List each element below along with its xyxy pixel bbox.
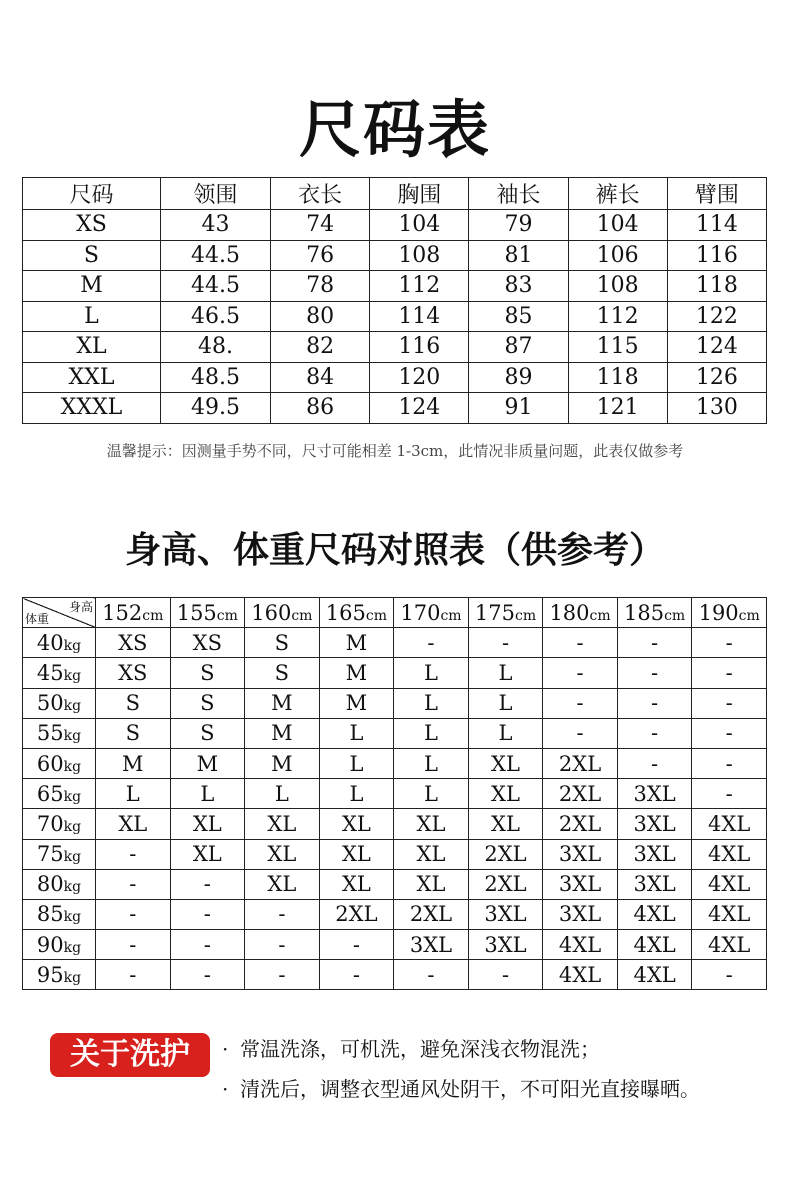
weight-cell bbox=[23, 809, 96, 839]
recommended-size-cell: L bbox=[319, 779, 394, 809]
weight-row bbox=[23, 869, 767, 899]
weight-value: 45 bbox=[36, 660, 64, 685]
height-header-cell bbox=[692, 598, 767, 628]
recommended-size-cell: S bbox=[170, 718, 245, 748]
weight-row bbox=[23, 899, 767, 929]
weight-cell bbox=[23, 688, 96, 718]
weight-value: 40 bbox=[36, 630, 64, 655]
size-value-cell: 81 bbox=[469, 240, 568, 271]
size-header-cell: 领围 bbox=[160, 178, 270, 210]
weight-value: 60 bbox=[36, 751, 64, 776]
size-label-cell: S bbox=[23, 240, 161, 271]
recommended-size-cell: XL bbox=[394, 809, 469, 839]
recommended-size-cell: XL bbox=[394, 869, 469, 899]
recommended-size-cell: 3XL bbox=[617, 779, 692, 809]
height-header-cell bbox=[319, 598, 394, 628]
weight-unit: kg bbox=[63, 849, 82, 866]
height-header-cell bbox=[468, 598, 543, 628]
weight-cell bbox=[23, 748, 96, 778]
recommended-size-cell: L bbox=[468, 688, 543, 718]
weight-cell bbox=[23, 960, 96, 990]
height-weight-chart-title: 身高、体重尺码对照表（供参考） bbox=[124, 529, 665, 571]
size-header-cell: 尺码 bbox=[23, 178, 161, 210]
size-value-cell: 108 bbox=[370, 240, 469, 271]
height-header-cell bbox=[543, 598, 618, 628]
size-chart-title: 尺码表 bbox=[298, 93, 491, 166]
height-unit: cm bbox=[440, 607, 462, 624]
recommended-size-cell: L bbox=[394, 718, 469, 748]
recommended-size-cell: - bbox=[245, 899, 320, 929]
bullet-dot: · bbox=[222, 1077, 229, 1101]
size-value-cell: 112 bbox=[370, 271, 469, 302]
recommended-size-cell: 3XL bbox=[617, 869, 692, 899]
weight-unit: kg bbox=[63, 818, 82, 835]
recommended-size-cell: L bbox=[394, 688, 469, 718]
care-line-text: 常温洗涤，可机洗，避免深浅衣物混洗； bbox=[240, 1037, 600, 1061]
recommended-size-cell: M bbox=[170, 748, 245, 778]
weight-unit: kg bbox=[63, 728, 82, 745]
size-value-cell: 48. bbox=[160, 332, 270, 363]
height-unit: cm bbox=[738, 607, 760, 624]
weight-unit: kg bbox=[63, 637, 82, 654]
size-header-cell: 胸围 bbox=[370, 178, 469, 210]
size-value-cell: 74 bbox=[271, 210, 370, 241]
recommended-size-cell: - bbox=[543, 718, 618, 748]
recommended-size-cell: - bbox=[543, 658, 618, 688]
height-weight-table bbox=[22, 597, 767, 990]
weight-value: 80 bbox=[36, 872, 64, 897]
recommended-size-cell: 4XL bbox=[692, 869, 767, 899]
weight-cell bbox=[23, 839, 96, 869]
height-header-cell bbox=[96, 598, 171, 628]
size-value-cell: 124 bbox=[370, 393, 469, 424]
size-value-cell: 126 bbox=[667, 362, 766, 393]
height-unit: cm bbox=[216, 607, 238, 624]
recommended-size-cell: - bbox=[96, 899, 171, 929]
recommended-size-cell: 3XL bbox=[617, 839, 692, 869]
size-value-cell: 104 bbox=[568, 210, 667, 241]
recommended-size-cell: - bbox=[170, 869, 245, 899]
size-value-cell: 76 bbox=[271, 240, 370, 271]
recommended-size-cell: - bbox=[468, 960, 543, 990]
recommended-size-cell: L bbox=[319, 748, 394, 778]
recommended-size-cell: M bbox=[319, 628, 394, 658]
weight-row bbox=[23, 809, 767, 839]
size-value-cell: 122 bbox=[667, 301, 766, 332]
recommended-size-cell: - bbox=[617, 718, 692, 748]
recommended-size-cell: M bbox=[319, 688, 394, 718]
recommended-size-cell: L bbox=[468, 718, 543, 748]
recommended-size-cell: L bbox=[394, 748, 469, 778]
recommended-size-cell: M bbox=[96, 748, 171, 778]
bullet-dot: · bbox=[222, 1037, 229, 1061]
recommended-size-cell: S bbox=[170, 658, 245, 688]
size-label-cell: XXXL bbox=[23, 393, 161, 424]
height-header-row bbox=[23, 598, 767, 628]
recommended-size-cell: 2XL bbox=[468, 839, 543, 869]
recommended-size-cell: - bbox=[617, 688, 692, 718]
size-note: 温馨提示：因测量手势不同，尺寸可能相差 1-3cm，此情况非质量问题，此表仅做参考 bbox=[106, 442, 684, 460]
recommended-size-cell: 4XL bbox=[692, 930, 767, 960]
weight-row bbox=[23, 960, 767, 990]
size-value-cell: 114 bbox=[667, 210, 766, 241]
recommended-size-cell: - bbox=[245, 960, 320, 990]
height-unit: cm bbox=[365, 607, 388, 624]
weight-value: 95 bbox=[36, 962, 64, 987]
recommended-size-cell: L bbox=[245, 779, 320, 809]
size-value-cell: 44.5 bbox=[160, 271, 270, 302]
weight-row bbox=[23, 748, 767, 778]
recommended-size-cell: 2XL bbox=[468, 869, 543, 899]
recommended-size-cell: 3XL bbox=[543, 899, 618, 929]
recommended-size-cell: 3XL bbox=[468, 899, 543, 929]
size-value-cell: 115 bbox=[568, 332, 667, 363]
recommended-size-cell: XL bbox=[468, 748, 543, 778]
weight-unit: kg bbox=[63, 969, 82, 986]
weight-unit: kg bbox=[63, 758, 82, 775]
recommended-size-cell: L bbox=[319, 718, 394, 748]
recommended-size-cell: 2XL bbox=[543, 809, 618, 839]
size-label-cell: XXL bbox=[23, 362, 161, 393]
recommended-size-cell: XS bbox=[96, 658, 171, 688]
recommended-size-cell: XS bbox=[96, 628, 171, 658]
recommended-size-cell: 4XL bbox=[692, 899, 767, 929]
recommended-size-cell: 2XL bbox=[394, 899, 469, 929]
size-value-cell: 121 bbox=[568, 393, 667, 424]
weight-value: 70 bbox=[36, 811, 64, 836]
recommended-size-cell: - bbox=[692, 960, 767, 990]
recommended-size-cell: - bbox=[543, 688, 618, 718]
size-value-cell: 83 bbox=[469, 271, 568, 302]
height-value: 185 bbox=[623, 600, 665, 625]
recommended-size-cell: - bbox=[170, 960, 245, 990]
recommended-size-cell: M bbox=[319, 658, 394, 688]
weight-unit: kg bbox=[63, 909, 82, 926]
size-chart-header-row bbox=[23, 178, 767, 210]
recommended-size-cell: - bbox=[468, 628, 543, 658]
recommended-size-cell: 2XL bbox=[543, 748, 618, 778]
recommended-size-cell: - bbox=[692, 628, 767, 658]
weight-value: 75 bbox=[36, 842, 64, 867]
recommended-size-cell: - bbox=[692, 779, 767, 809]
recommended-size-cell: S bbox=[245, 658, 320, 688]
weight-cell bbox=[23, 930, 96, 960]
weight-row bbox=[23, 658, 767, 688]
corner-cell bbox=[23, 598, 96, 628]
size-row bbox=[23, 210, 767, 241]
recommended-size-cell: - bbox=[394, 628, 469, 658]
recommended-size-cell: 4XL bbox=[692, 809, 767, 839]
size-value-cell: 79 bbox=[469, 210, 568, 241]
recommended-size-cell: XL bbox=[468, 779, 543, 809]
weight-unit: kg bbox=[63, 698, 82, 715]
size-value-cell: 104 bbox=[370, 210, 469, 241]
recommended-size-cell: - bbox=[96, 960, 171, 990]
size-value-cell: 118 bbox=[667, 271, 766, 302]
size-value-cell: 86 bbox=[271, 393, 370, 424]
height-value: 160 bbox=[251, 600, 292, 625]
weight-row bbox=[23, 688, 767, 718]
recommended-size-cell: 4XL bbox=[617, 899, 692, 929]
recommended-size-cell: - bbox=[617, 628, 692, 658]
care-line-1 bbox=[222, 1033, 600, 1062]
weight-unit: kg bbox=[63, 879, 82, 896]
recommended-size-cell: 3XL bbox=[543, 869, 618, 899]
height-header-cell bbox=[245, 598, 320, 628]
recommended-size-cell: 3XL bbox=[617, 809, 692, 839]
weight-unit: kg bbox=[63, 939, 82, 956]
recommended-size-cell: L bbox=[468, 658, 543, 688]
height-header-cell bbox=[617, 598, 692, 628]
size-row bbox=[23, 362, 767, 393]
size-label-cell: M bbox=[23, 271, 161, 302]
recommended-size-cell: XL bbox=[245, 809, 320, 839]
size-chart-table bbox=[22, 177, 767, 424]
recommended-size-cell: - bbox=[96, 839, 171, 869]
recommended-size-cell: M bbox=[245, 748, 320, 778]
recommended-size-cell: M bbox=[245, 718, 320, 748]
weight-cell bbox=[23, 869, 96, 899]
recommended-size-cell: - bbox=[96, 930, 171, 960]
weight-cell bbox=[23, 899, 96, 929]
size-value-cell: 118 bbox=[568, 362, 667, 393]
size-row bbox=[23, 301, 767, 332]
recommended-size-cell: 3XL bbox=[394, 930, 469, 960]
height-value: 152 bbox=[102, 600, 143, 625]
height-unit: cm bbox=[589, 607, 611, 624]
recommended-size-cell: XL bbox=[96, 809, 171, 839]
recommended-size-cell: L bbox=[96, 779, 171, 809]
recommended-size-cell: XL bbox=[170, 809, 245, 839]
weight-value: 85 bbox=[36, 902, 64, 927]
weight-row bbox=[23, 930, 767, 960]
size-value-cell: 85 bbox=[469, 301, 568, 332]
recommended-size-cell: - bbox=[692, 658, 767, 688]
height-unit: cm bbox=[514, 607, 537, 624]
size-value-cell: 80 bbox=[271, 301, 370, 332]
size-row bbox=[23, 240, 767, 271]
size-label-cell: XS bbox=[23, 210, 161, 241]
recommended-size-cell: 4XL bbox=[692, 839, 767, 869]
care-line-2 bbox=[222, 1073, 700, 1102]
height-unit: cm bbox=[664, 607, 686, 624]
size-value-cell: 116 bbox=[370, 332, 469, 363]
recommended-size-cell: S bbox=[245, 628, 320, 658]
size-row bbox=[23, 393, 767, 424]
size-row bbox=[23, 271, 767, 302]
recommended-size-cell: 4XL bbox=[617, 930, 692, 960]
recommended-size-cell: 3XL bbox=[468, 930, 543, 960]
recommended-size-cell: - bbox=[319, 960, 394, 990]
recommended-size-cell: XL bbox=[245, 839, 320, 869]
recommended-size-cell: - bbox=[96, 869, 171, 899]
size-value-cell: 116 bbox=[667, 240, 766, 271]
recommended-size-cell: XL bbox=[394, 839, 469, 869]
weight-value: 90 bbox=[36, 932, 64, 957]
corner-height-label: 身高 bbox=[68, 600, 93, 614]
height-value: 190 bbox=[698, 600, 739, 625]
recommended-size-cell: - bbox=[319, 930, 394, 960]
recommended-size-cell: XS bbox=[170, 628, 245, 658]
size-value-cell: 78 bbox=[271, 271, 370, 302]
recommended-size-cell: - bbox=[170, 899, 245, 929]
size-value-cell: 130 bbox=[667, 393, 766, 424]
weight-row bbox=[23, 718, 767, 748]
recommended-size-cell: - bbox=[543, 628, 618, 658]
weight-cell bbox=[23, 658, 96, 688]
height-header-cell bbox=[170, 598, 245, 628]
weight-unit: kg bbox=[63, 667, 82, 684]
recommended-size-cell: XL bbox=[468, 809, 543, 839]
weight-value: 50 bbox=[36, 691, 64, 716]
weight-cell bbox=[23, 718, 96, 748]
size-value-cell: 89 bbox=[469, 362, 568, 393]
height-value: 180 bbox=[549, 600, 590, 625]
size-row bbox=[23, 332, 767, 363]
care-line-text: 清洗后，调整衣型通风处阴干，不可阳光直接曝晒。 bbox=[240, 1077, 700, 1101]
weight-value: 55 bbox=[36, 721, 64, 746]
weight-cell bbox=[23, 628, 96, 658]
height-unit: cm bbox=[142, 607, 164, 624]
recommended-size-cell: XL bbox=[319, 809, 394, 839]
recommended-size-cell: 3XL bbox=[543, 839, 618, 869]
care-badge: 关于洗护 bbox=[50, 1033, 210, 1077]
size-header-cell: 衣长 bbox=[271, 178, 370, 210]
size-value-cell: 46.5 bbox=[160, 301, 270, 332]
recommended-size-cell: S bbox=[96, 688, 171, 718]
recommended-size-cell: 4XL bbox=[543, 930, 618, 960]
corner-weight-label: 体重 bbox=[25, 612, 50, 627]
height-value: 165 bbox=[325, 600, 366, 625]
size-value-cell: 112 bbox=[568, 301, 667, 332]
recommended-size-cell: - bbox=[617, 658, 692, 688]
weight-unit: kg bbox=[63, 788, 82, 805]
weight-cell bbox=[23, 779, 96, 809]
recommended-size-cell: M bbox=[245, 688, 320, 718]
size-value-cell: 44.5 bbox=[160, 240, 270, 271]
recommended-size-cell: XL bbox=[170, 839, 245, 869]
size-value-cell: 106 bbox=[568, 240, 667, 271]
weight-row bbox=[23, 839, 767, 869]
recommended-size-cell: S bbox=[170, 688, 245, 718]
recommended-size-cell: - bbox=[245, 930, 320, 960]
size-header-cell: 裤长 bbox=[568, 178, 667, 210]
recommended-size-cell: S bbox=[96, 718, 171, 748]
size-value-cell: 91 bbox=[469, 393, 568, 424]
weight-value: 65 bbox=[36, 781, 64, 806]
height-unit: cm bbox=[291, 607, 313, 624]
size-value-cell: 120 bbox=[370, 362, 469, 393]
size-value-cell: 82 bbox=[271, 332, 370, 363]
recommended-size-cell: - bbox=[692, 688, 767, 718]
recommended-size-cell: - bbox=[692, 748, 767, 778]
recommended-size-cell: L bbox=[394, 658, 469, 688]
weight-row bbox=[23, 628, 767, 658]
recommended-size-cell: L bbox=[170, 779, 245, 809]
recommended-size-cell: XL bbox=[245, 869, 320, 899]
size-value-cell: 43 bbox=[160, 210, 270, 241]
recommended-size-cell: - bbox=[394, 960, 469, 990]
recommended-size-cell: 2XL bbox=[543, 779, 618, 809]
size-value-cell: 124 bbox=[667, 332, 766, 363]
recommended-size-cell: 2XL bbox=[319, 899, 394, 929]
height-value: 175 bbox=[474, 600, 515, 625]
size-value-cell: 114 bbox=[370, 301, 469, 332]
size-label-cell: L bbox=[23, 301, 161, 332]
height-header-cell bbox=[394, 598, 469, 628]
size-header-cell: 袖长 bbox=[469, 178, 568, 210]
recommended-size-cell: XL bbox=[319, 839, 394, 869]
size-value-cell: 49.5 bbox=[160, 393, 270, 424]
size-header-cell: 臂围 bbox=[667, 178, 766, 210]
weight-row bbox=[23, 779, 767, 809]
recommended-size-cell: - bbox=[617, 748, 692, 778]
recommended-size-cell: 4XL bbox=[617, 960, 692, 990]
recommended-size-cell: - bbox=[170, 930, 245, 960]
recommended-size-cell: XL bbox=[319, 869, 394, 899]
size-value-cell: 48.5 bbox=[160, 362, 270, 393]
size-value-cell: 108 bbox=[568, 271, 667, 302]
height-value: 170 bbox=[400, 600, 441, 625]
recommended-size-cell: L bbox=[394, 779, 469, 809]
size-value-cell: 87 bbox=[469, 332, 568, 363]
recommended-size-cell: - bbox=[692, 718, 767, 748]
height-value: 155 bbox=[176, 600, 217, 625]
size-label-cell: XL bbox=[23, 332, 161, 363]
size-value-cell: 84 bbox=[271, 362, 370, 393]
recommended-size-cell: 4XL bbox=[543, 960, 618, 990]
